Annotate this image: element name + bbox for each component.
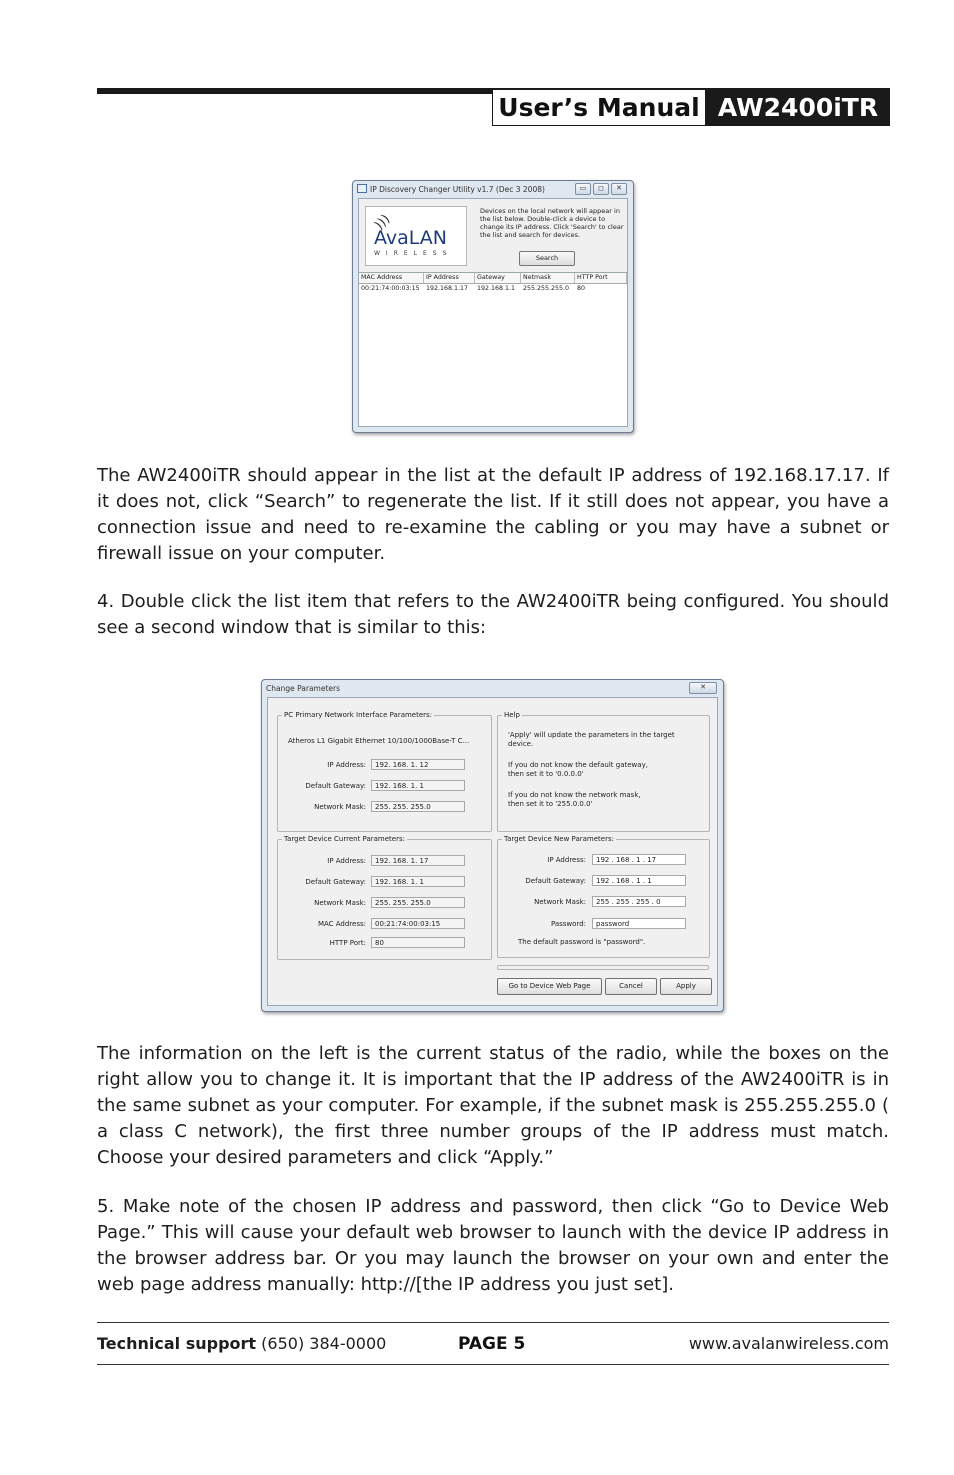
column-header-ip[interactable]: IP Address	[424, 273, 475, 283]
support-phone: (650) 384-0000	[261, 1334, 387, 1353]
wireless-waves-icon: )))	[371, 211, 394, 234]
logo-subtitle: WIRELESS	[374, 250, 453, 257]
current-mac-field: 00:21:74:00:03:15	[371, 918, 465, 929]
current-gateway-field: 192. 168. 1. 1	[371, 876, 465, 887]
current-ip-label: IP Address:	[327, 857, 366, 865]
pc-gateway-label: Default Gateway:	[305, 782, 366, 790]
maximize-button[interactable]: ◻	[593, 183, 609, 195]
header-manual-title: User’s Manual	[492, 90, 706, 126]
cell-http-port: 80	[577, 285, 586, 292]
group-title: Target Device New Parameters:	[504, 835, 614, 843]
support-label: Technical support	[97, 1334, 257, 1353]
current-mac-label: MAC Address:	[317, 920, 366, 928]
new-ip-input[interactable]: 192 . 168 . 1 . 17	[592, 854, 686, 865]
cell-netmask: 255.255.255.0	[523, 285, 570, 292]
help-text-line: device.	[508, 740, 534, 748]
header-model-badge: AW2400iTR	[706, 90, 890, 126]
window-controls	[575, 183, 627, 195]
search-button[interactable]: Search	[519, 251, 575, 266]
apply-button[interactable]: Apply	[660, 978, 712, 995]
new-gateway-label: Default Gateway:	[525, 877, 586, 885]
group-title: Help	[504, 711, 520, 719]
close-button[interactable]: ✕	[611, 183, 627, 195]
ip-discovery-window	[352, 180, 634, 433]
new-mask-label: Network Mask:	[534, 898, 586, 906]
close-button[interactable]: ✕	[689, 682, 717, 694]
help-text-line: If you do not know the network mask,	[508, 791, 641, 799]
list-item[interactable]	[359, 284, 627, 294]
current-mask-field: 255. 255. 255.0	[371, 897, 465, 908]
help-text-line: then set it to '255.0.0.0'	[508, 800, 593, 808]
new-parameters-group	[497, 835, 710, 958]
help-text-line: If you do not know the default gateway,	[508, 761, 648, 769]
logo-wordmark: AvaLAN	[374, 227, 448, 249]
footer-rule-bottom	[97, 1364, 889, 1365]
group-title: Target Device Current Parameters:	[284, 835, 405, 843]
window-title: IP Discovery Changer Utility v1.7 (Dec 3 2008)	[370, 185, 545, 194]
pc-mask-label: Network Mask:	[314, 803, 366, 811]
device-list-header	[359, 273, 627, 284]
current-mask-label: Network Mask:	[314, 899, 366, 907]
window-body	[267, 697, 718, 1006]
minimize-button[interactable]: ▭	[575, 183, 591, 195]
footer-website: www.avalanwireless.com	[688, 1334, 889, 1353]
current-port-field: 80	[371, 937, 465, 948]
current-port-label: HTTP Port:	[329, 939, 366, 947]
pc-ip-field: 192. 168. 1. 12	[371, 759, 465, 770]
pc-ip-label: IP Address:	[327, 761, 366, 769]
pc-gateway-field: 192. 168. 1. 1	[371, 780, 465, 791]
default-password-note: The default password is "password".	[518, 938, 646, 946]
pc-mask-field: 255. 255. 255.0	[371, 801, 465, 812]
group-title: PC Primary Network Interface Parameters:	[284, 711, 433, 719]
cell-ip: 192.168.1.17	[426, 285, 469, 292]
cell-mac: 00:21:74:00:03:15	[361, 285, 420, 292]
pc-parameters-group	[277, 711, 492, 832]
progress-divider	[497, 965, 709, 970]
cancel-button[interactable]: Cancel	[605, 978, 657, 995]
page-number: PAGE 5	[458, 1334, 526, 1354]
new-mask-input[interactable]: 255 . 255 . 255 . 0	[592, 896, 686, 907]
app-window-icon	[357, 184, 367, 193]
footer-rule-top	[97, 1322, 889, 1323]
column-header-netmask[interactable]: Netmask	[521, 273, 575, 283]
network-adapter-name: Atheros L1 Gigabit Ethernet 10/100/1000Base-T C...	[288, 737, 470, 745]
paragraph-step-4: 4. Double click the list item that refers to the AW2400iTR being configured. You should see a second window that is similar to this:	[97, 591, 889, 638]
cell-gateway: 192.168.1.1	[477, 285, 516, 292]
window-title: Change Parameters	[266, 684, 341, 693]
paragraph-subnet-info: The information on the left is the current status of the radio, while the boxes on the right allow you to change it. It is important that the IP address of the AW2400iTR is in the same subnet as your computer. For example, if the subnet mask is 255.255.255.0 ( a class C network), the first three number groups of the IP address must match. Choose your desired parameters and click “Apply.”	[97, 1043, 889, 1168]
footer-support	[97, 1333, 386, 1355]
change-parameters-window	[261, 679, 724, 1012]
avalan-logo	[365, 206, 467, 266]
window-body	[358, 198, 628, 427]
new-gateway-input[interactable]: 192 . 168 . 1 . 1	[592, 875, 686, 886]
current-parameters-group	[277, 835, 492, 960]
paragraph-step-5: 5. Make note of the chosen IP address and password, then click “Go to Device Web Page.” This will cause your default web browser to launch with the device IP address in the browser address bar. Or you may launch the browser on your own and enter the web page address manually: http://[the IP address you just set].	[97, 1196, 889, 1295]
go-to-web-page-button[interactable]: Go to Device Web Page	[497, 978, 602, 995]
password-label: Password:	[550, 920, 586, 928]
new-ip-label: IP Address:	[547, 856, 586, 864]
help-text-line: then set it to '0.0.0.0'	[508, 770, 584, 778]
window-titlebar	[266, 682, 719, 696]
current-ip-field: 192. 168. 1. 17	[371, 855, 465, 866]
column-header-http-port[interactable]: HTTP Port	[575, 273, 627, 283]
window-controls	[689, 682, 717, 694]
instructions-text: Devices on the local network will appear in the list below. Double-click a device to change its IP address. Click 'Search' to clear the list and search for devices.	[480, 207, 624, 239]
device-list[interactable]	[359, 272, 627, 426]
column-header-gateway[interactable]: Gateway	[475, 273, 521, 283]
current-gateway-label: Default Gateway:	[305, 878, 366, 886]
paragraph-default-ip: The AW2400iTR should appear in the list at the default IP address of 192.168.17.17. If it does not, click “Search” to regenerate the list. If it still does not appear, you have a connection issue and need to re-examine the cabling or you may have a subnet or firewall issue on your computer.	[97, 465, 889, 564]
help-text-line: 'Apply' will update the parameters in the target	[508, 731, 675, 739]
password-input[interactable]: password	[592, 918, 686, 929]
help-group	[497, 711, 710, 832]
column-header-mac[interactable]: MAC Address	[359, 273, 424, 283]
